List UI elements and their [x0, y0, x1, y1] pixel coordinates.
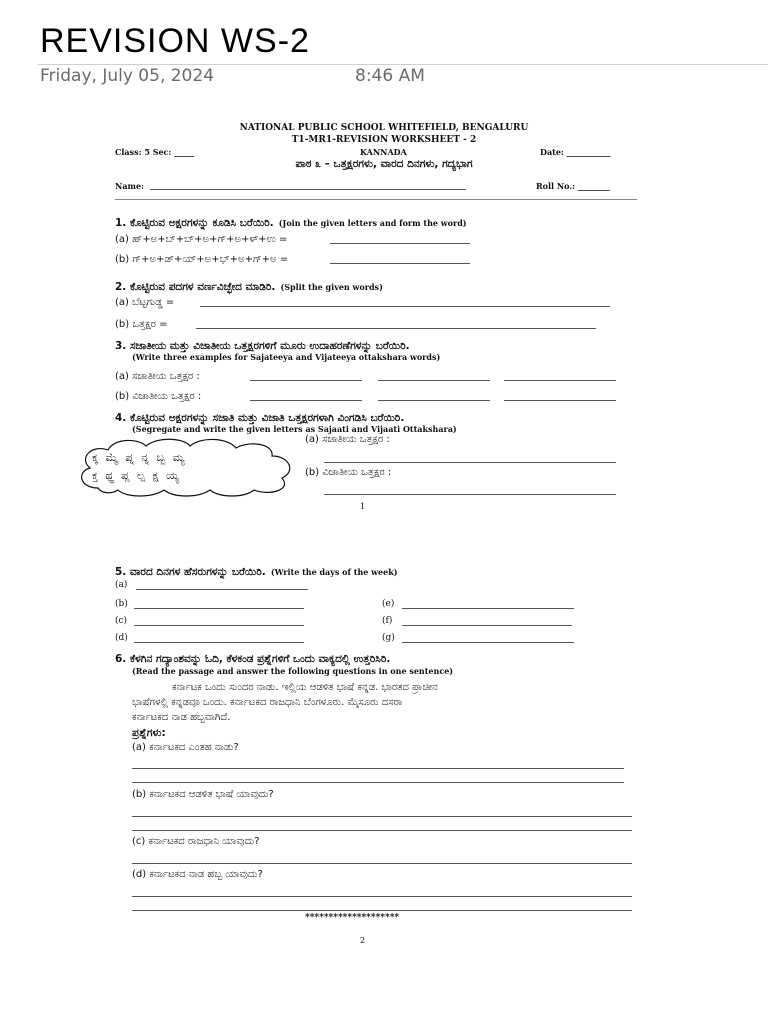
letters-cloud-icon — [74, 436, 300, 498]
q6-question-d: (d) ಕರ್ನಾಟಕದ ನಾಡ ಹಬ್ಬ ಯಾವುದು? — [132, 869, 263, 880]
q3-heading: 3. ಸಜಾತೀಯ ಮತ್ತು ವಿಜಾತೀಯ ಒತ್ತಕ್ಷರಗಳಿಗೆ ಮೂರು ಉದಾಹರಣೆಗಳನ್ನು ಬರೆಯಿರಿ. — [115, 340, 410, 352]
date-label: Date: ___________ — [540, 147, 611, 157]
q4-b-line — [324, 494, 616, 495]
q1-a-line — [330, 243, 470, 244]
school-name: NATIONAL PUBLIC SCHOOL WHITEFIELD, BENGALURU — [239, 123, 529, 133]
q6-a-line-1 — [132, 768, 624, 769]
page-number-1: 1 — [360, 502, 366, 511]
subject-label: KANNADA — [360, 147, 407, 157]
q3-a: (a) ಸಜಾತೀಯ ಒತ್ತಕ್ಷರ : — [115, 371, 200, 382]
q5-label-f: (f) — [382, 616, 393, 626]
page-number-2: 2 — [360, 936, 366, 945]
worksheet-subtitle: T1-MR1-REVISION WORKSHEET - 2 — [291, 135, 477, 145]
title-divider — [38, 64, 768, 65]
q2-a-line — [200, 306, 610, 307]
q5-line-c — [134, 625, 304, 626]
q5-label-a: (a) — [115, 580, 128, 590]
header-rule — [115, 199, 637, 200]
q2-heading: 2. ಕೊಟ್ಟಿರುವ ಪದಗಳ ವರ್ಣವಿಚ್ಛೇದ ಮಾಡಿರಿ. (Split the given words) — [115, 281, 383, 293]
cloud-letters-row-1: ಕ್ಕ ಮ್ಮೆ ಪ್ನ ನ್ನ ಬ್ಬ ಮ್ಯ — [92, 451, 187, 464]
q4-heading: 4. ಕೊಟ್ಟಿರುವ ಅಕ್ಷರಗಳನ್ನು ಸಜಾತಿ ಮತ್ತು ವಿಜಾತಿ ಒತ್ತಕ್ಷರಗಳಾಗಿ ವಿಂಗಡಿಸಿ ಬರೆಯಿರಿ. — [115, 412, 405, 424]
q6-b-line-2 — [132, 830, 632, 831]
q6-b-line-1 — [132, 816, 632, 817]
passage-line-1: ಕರ್ನಾಟಕ ಒಂದು ಸುಂದರ ನಾಡು. ಇಲ್ಲಿಯ ಆಡಳಿತ ಭಾಷೆ ಕನ್ನಡ. ಭಾರತದ ಪ್ರಾಚೀನ — [172, 682, 438, 693]
q6-a-line-2 — [132, 782, 624, 783]
q1-b: (b) ಗ್+ಅ+ಡ್+ಯ್+ಅ+ಭ್+ಅ+ಗ್+ಅ = — [115, 254, 289, 265]
roll-label: Roll No.: ________ — [536, 181, 610, 191]
q3-a-line-1 — [250, 380, 362, 381]
passage-line-3: ಕರ್ನಾಟಕದ ನಾಡ ಹಬ್ಬವಾಗಿದೆ. — [132, 712, 231, 723]
end-stars: ******************** — [305, 913, 400, 923]
page-date: Friday, July 05, 2024 — [40, 66, 215, 86]
q5-label-e: (e) — [382, 599, 395, 609]
q1-a: (a) ಹ್+ಅ+ಬ್+ಬ್+ಅ+ಗ್+ಅ+ಳ್+ಉ = — [115, 234, 288, 245]
q5-line-e — [402, 608, 574, 609]
q3-b-line-3 — [504, 400, 616, 401]
q6-question-c: (c) ಕರ್ನಾಟಕದ ರಾಜಧಾನಿ ಯಾವುದು? — [132, 836, 260, 847]
q4-a: (a) ಸಜಾತೀಯ ಒತ್ತಕ್ಷರ : — [305, 434, 390, 445]
q5-label-b: (b) — [115, 599, 128, 609]
class-label: Class: 5 Sec: _____ — [115, 147, 195, 157]
q2-b-line — [196, 328, 596, 329]
q5-line-f — [402, 625, 572, 626]
q4-b: (b) ವಿಜಾತೀಯ ಒತ್ತಕ್ಷರ : — [305, 467, 392, 478]
q6-question-a: (a) ಕರ್ನಾಟಕದ ಎಂತಹ ನಾಡು? — [132, 742, 239, 753]
q6-d-line-1 — [132, 896, 632, 897]
name-label: Name: — [115, 181, 145, 191]
page-time: 8:46 AM — [355, 66, 425, 86]
questions-label: ಪ್ರಶ್ನೆಗಳು: — [132, 727, 166, 739]
passage-line-2: ಭಾಷೆಗಳಲ್ಲಿ ಕನ್ನಡವೂ ಒಂದು. ಕರ್ನಾಟಕದ ರಾಜಧಾನಿ ಬೆಂಗಳೂರು. ಮೈಸೂರು ದಸರಾ — [132, 697, 403, 708]
q4-a-line — [324, 462, 616, 463]
q5-label-d: (d) — [115, 633, 128, 643]
q5-line-g — [402, 642, 574, 643]
q5-line-b — [134, 608, 304, 609]
q3-a-line-2 — [378, 380, 490, 381]
q6-english: (Read the passage and answer the following questions in one sentence) — [132, 666, 454, 676]
name-line — [150, 189, 466, 190]
q3-b-line-2 — [378, 400, 490, 401]
q5-line-a — [136, 589, 308, 590]
q6-c-line — [132, 863, 632, 864]
page-title: REVISION WS-2 — [40, 22, 310, 60]
q5-label-g: (g) — [382, 633, 395, 643]
q3-english: (Write three examples for Sajateeya and Vijateeya ottakshara words) — [132, 352, 441, 362]
q3-a-line-3 — [504, 380, 616, 381]
q5-line-d — [134, 642, 304, 643]
q5-label-c: (c) — [115, 616, 128, 626]
q1-heading: 1. ಕೊಟ್ಟಿರುವ ಅಕ್ಷರಗಳನ್ನು ಕೂಡಿಸಿ ಬರೆಯಿರಿ. (Join the given letters and form the word) — [115, 217, 467, 229]
lesson-title: ಪಾಠ ೩ – ಒತ್ತಕ್ಷರಗಳು, ವಾರದ ದಿನಗಳು, ಗದ್ಯಭಾಗ — [295, 158, 473, 170]
q3-b-line-1 — [250, 400, 362, 401]
q4-english: (Segregate and write the given letters as Sajaati and Vijaati Ottakshara) — [132, 424, 457, 434]
q2-a: (a) ಬೆಟ್ಟಗುಡ್ಡ = — [115, 297, 175, 308]
q6-question-b: (b) ಕರ್ನಾಟಕದ ಆಡಳಿತ ಭಾಷೆ ಯಾವುದು? — [132, 789, 274, 800]
q1-b-line — [330, 263, 470, 264]
cloud-letters-row-2: ಕ್ತ ಥ್ಥ ಪ್ಲ ಲ್ಪ ಕ್ಷ ಯ್ಯ — [92, 469, 182, 482]
q5-heading: 5. ವಾರದ ದಿನಗಳ ಹೆಸರುಗಳನ್ನು ಬರೆಯಿರಿ. (Write the days of the week) — [115, 566, 398, 578]
q3-b: (b) ವಿಜಾತೀಯ ಒತ್ತಕ್ಷರ : — [115, 391, 202, 402]
q6-d-line-2 — [132, 910, 632, 911]
q6-heading: 6. ಕೆಳಗಿನ ಗದ್ಯಾಂಶವನ್ನು ಓದಿ, ಕೆಳಕಂಡ ಪ್ರಶ್ನೆಗಳಿಗೆ ಒಂದು ವಾಕ್ಯದಲ್ಲಿ ಉತ್ತರಿಸಿರಿ. — [115, 653, 391, 665]
q2-b: (b) ಒತ್ತಕ್ಷರ = — [115, 319, 168, 330]
